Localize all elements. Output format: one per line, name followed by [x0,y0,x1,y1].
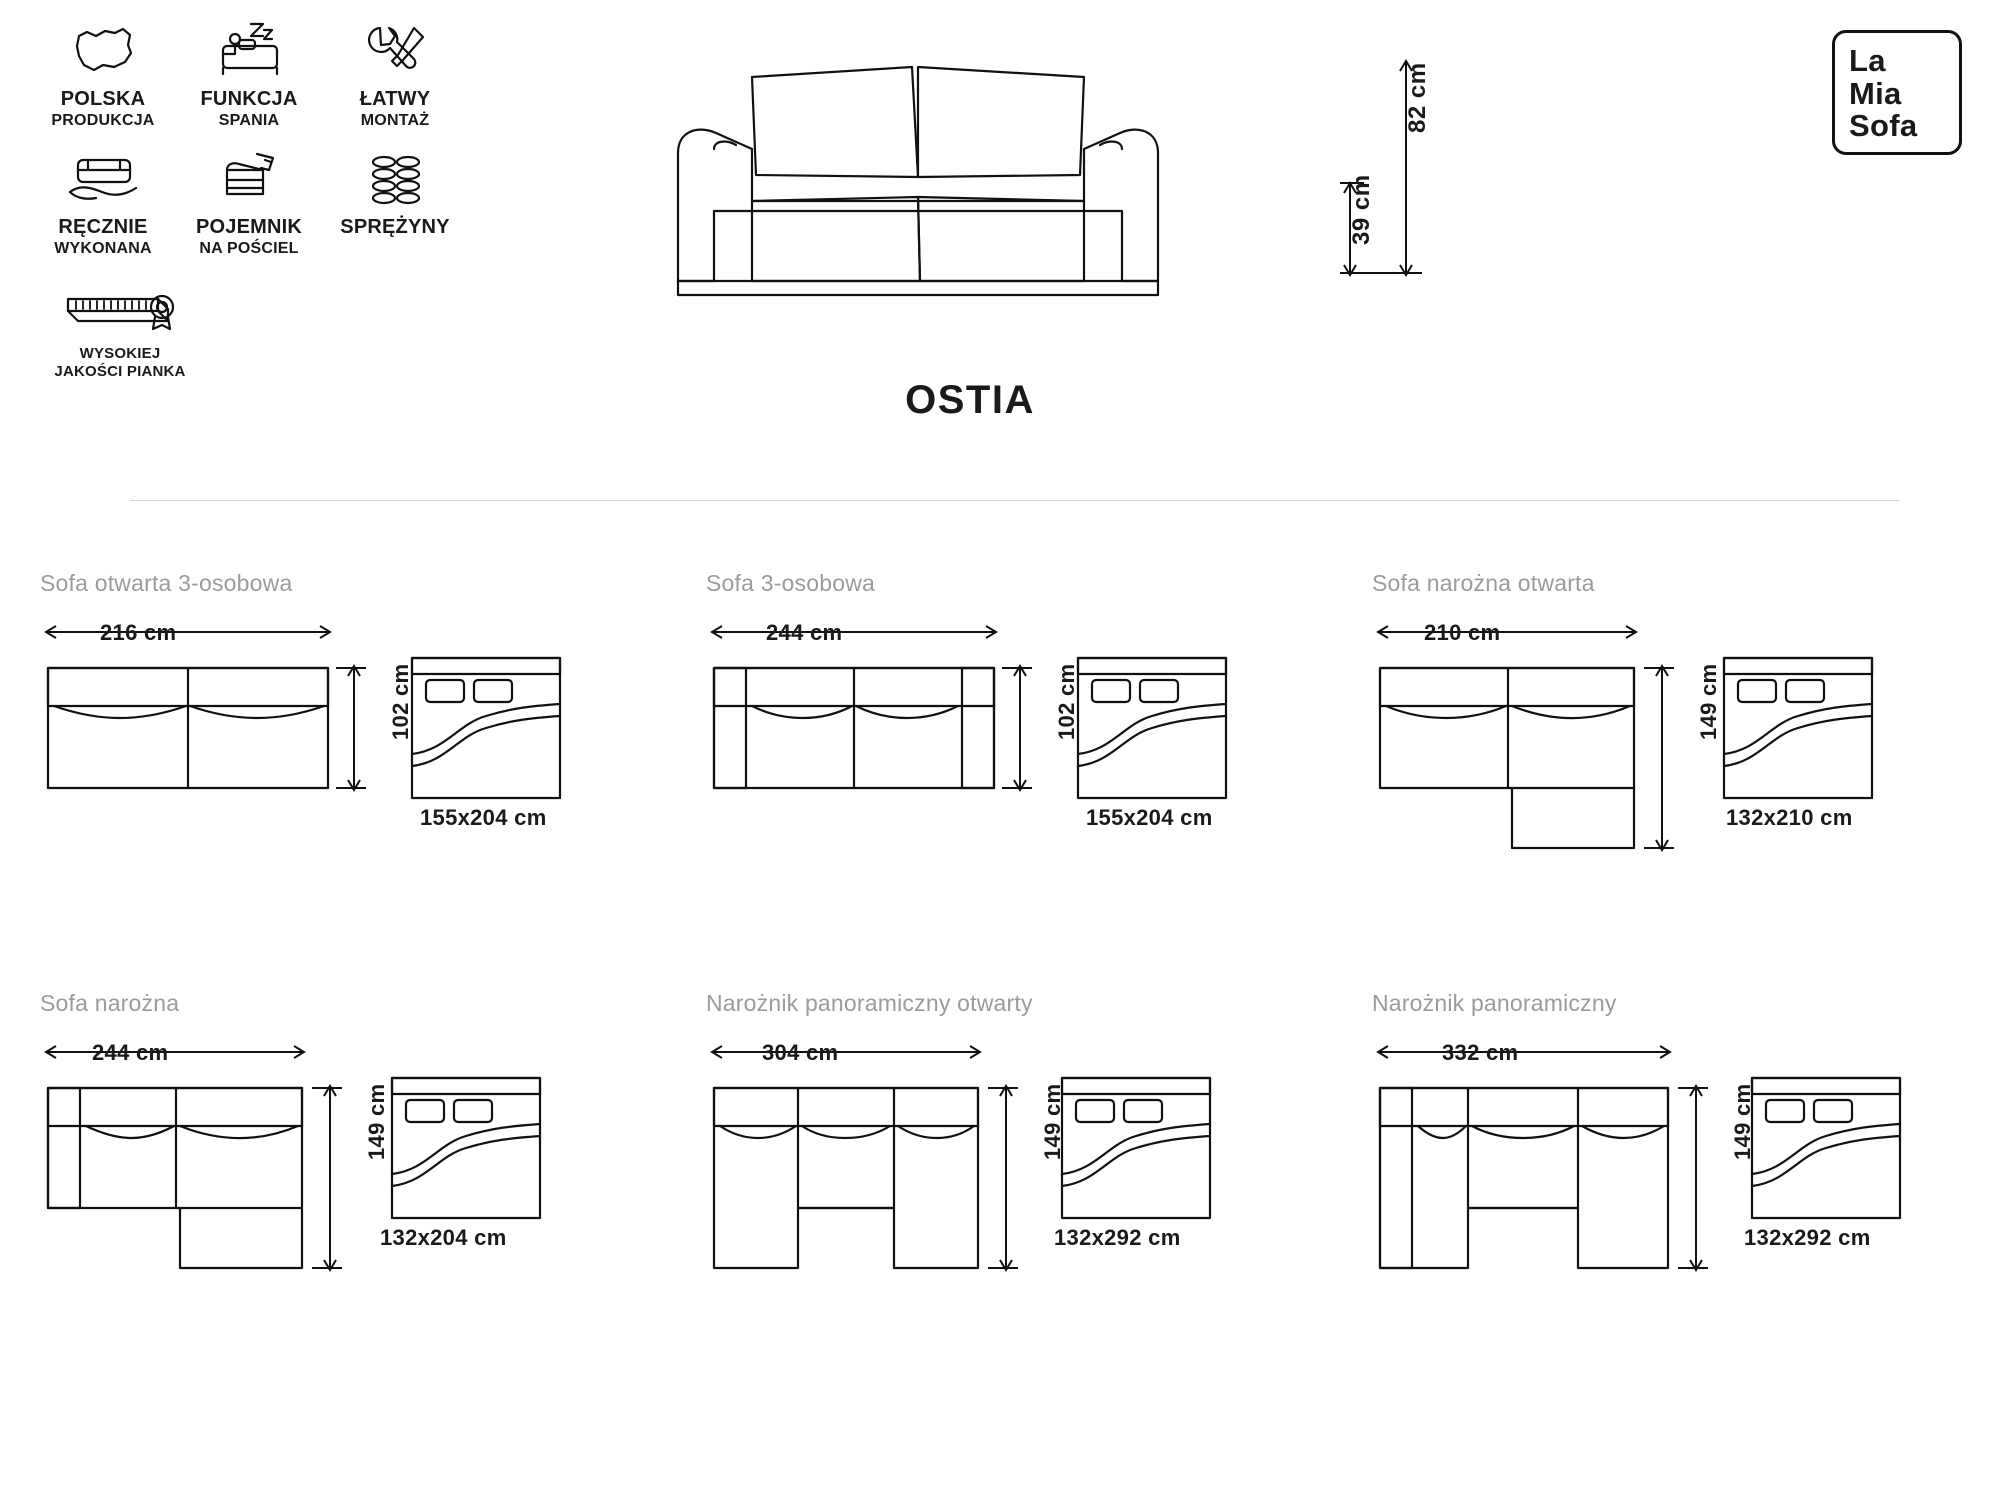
variant-bed-label: 132x292 cm [1054,1225,1181,1250]
variant-depth-label: 102 cm [1054,663,1079,740]
variant-width-label: 332 cm [1442,1040,1519,1065]
variant-width-label: 210 cm [1424,620,1501,645]
variant-drawing [706,610,1326,940]
foam-quality-icon [50,277,190,339]
page-title: OSTIA [905,378,1035,422]
bedding-container-icon [213,148,285,210]
variant-drawing [1372,610,1992,940]
variant-depth-label: 149 cm [364,1083,389,1160]
feature-item [30,148,176,258]
feature-label: WYSOKIEJ JAKOŚCI PIANKA [54,344,186,380]
variant-title: Narożnik panoramiczny otwarty [706,990,1033,1016]
variant-depth-label: 149 cm [1696,663,1721,740]
logo-line-2: Mia [1849,75,1902,111]
springs-icon [359,148,431,210]
variant-bed-label: 132x292 cm [1744,1225,1871,1250]
variant-card [1332,960,1998,1380]
feature-label: ŁATWY MONTAŻ [359,88,431,129]
logo-line-1: La [1849,43,1886,78]
variant-drawing [1372,1030,1992,1360]
variant-depth-label: 149 cm [1040,1083,1065,1160]
variant-card [0,960,666,1380]
feature-label: FUNKCJA SPANIA [200,88,298,129]
variant-title: Sofa narożna [40,990,180,1016]
variant-card [666,960,1332,1380]
feature-item [176,148,322,258]
hand-sofa-icon [62,148,144,210]
variant-drawing [706,1030,1326,1360]
variant-title: Sofa narożna otwarta [1372,570,1595,596]
feature-item [176,20,322,130]
feature-label: POLSKA PRODUKCJA [51,88,155,129]
feature-item [322,20,468,130]
variant-drawing [40,610,660,940]
feature-item [30,277,210,380]
variant-width-label: 244 cm [92,1040,169,1065]
variant-drawing [40,1030,660,1360]
variant-bed-label: 155x204 cm [420,805,547,830]
variant-depth-label: 102 cm [388,663,413,740]
features-list [30,20,470,398]
variant-grid [0,540,2000,1380]
variant-bed-label: 132x210 cm [1726,805,1853,830]
variant-card [1332,540,1998,960]
variant-row [0,960,2000,1380]
variant-width-label: 216 cm [100,620,177,645]
sofa-front-view-icon [660,45,1300,325]
variant-row [0,540,2000,960]
feature-item [30,20,176,130]
variant-width-label: 304 cm [762,1040,839,1065]
feature-label: SPRĘŻYNY [340,216,450,239]
variant-card [666,540,1332,960]
hero-seat-height-label: 39 cm [1348,174,1375,245]
variant-depth-label: 149 cm [1730,1083,1755,1160]
variant-title: Sofa otwarta 3-osobowa [40,570,293,596]
variant-width-label: 244 cm [766,620,843,645]
poland-map-icon [67,20,139,82]
brand-logo [1832,30,1962,155]
hero-total-height-label: 82 cm [1404,62,1431,133]
section-divider [130,500,1900,501]
variant-bed-label: 155x204 cm [1086,805,1213,830]
variant-title: Narożnik panoramiczny [1372,990,1617,1016]
variant-bed-label: 132x204 cm [380,1225,507,1250]
logo-line-3: Sofa [1849,108,1918,144]
feature-label: POJEMNIK NA POŚCIEL [195,216,303,258]
variant-card [0,540,666,960]
feature-label: RĘCZNIE WYKONANA [54,216,152,258]
sleep-function-icon [211,20,287,82]
feature-item [322,148,468,258]
tools-icon [359,20,431,82]
variant-title: Sofa 3-osobowa [706,570,876,596]
hero-dimension-lines [1310,55,1450,305]
